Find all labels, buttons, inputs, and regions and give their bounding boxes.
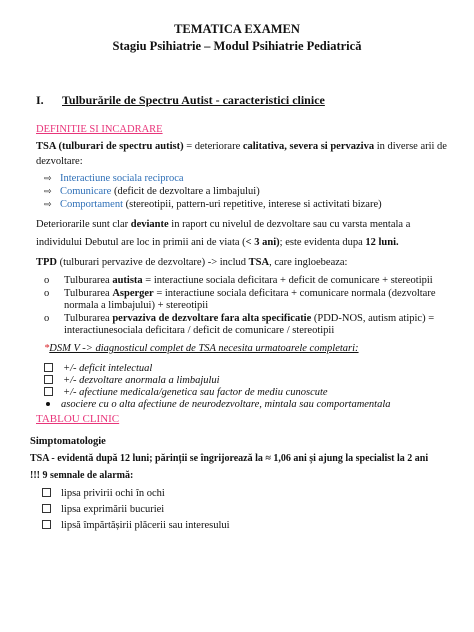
circle-bullet-icon: o <box>44 288 50 299</box>
text: +/- deficit intelectual <box>63 363 153 374</box>
tpd-line <box>36 257 347 268</box>
text: ; este evidenta dupa <box>279 237 366 248</box>
text: individului Debutul are loc in primii ani de viata ( <box>36 237 246 248</box>
text-bold: 12 luni. <box>365 237 399 248</box>
area-item <box>44 173 184 184</box>
text: (PDD-NOS, autism atipic) = <box>311 313 435 324</box>
checkbox-icon <box>42 520 51 529</box>
text-bold: deviante <box>130 219 169 230</box>
text-bold: TSA <box>248 257 270 268</box>
text-bold: < 3 ani) <box>245 237 280 248</box>
tsa-def-qualifiers: calitativa, severa si pervaziva <box>242 141 375 152</box>
tpd-item <box>44 288 436 299</box>
area-label: Comunicare <box>60 186 112 197</box>
simptomatologie-title: Simptomatologie <box>30 436 106 447</box>
section-title: Tulburările de Spectru Autist - caracteristici clinice <box>62 93 325 107</box>
text-bold: autista <box>112 275 143 286</box>
checkbox-icon <box>44 363 53 372</box>
document-subtitle: Stagiu Psihiatrie – Modul Psihiatrie Pediatrică <box>112 39 362 53</box>
arrow-right-icon: ⇨ <box>44 187 52 197</box>
circle-bullet-icon: o <box>44 313 50 324</box>
section-number: I. <box>36 93 44 107</box>
tsa-def-text: = deteriorare <box>183 141 243 152</box>
area-label: Interactiune sociala reciproca <box>60 173 184 184</box>
text: lipsă împărtășirii plăcerii sau interesului <box>61 520 230 531</box>
tpd-item <box>44 275 433 286</box>
text: Tulburarea <box>64 313 113 324</box>
arrow-right-icon: ⇨ <box>44 200 52 210</box>
arrow-right-icon: ⇨ <box>44 174 52 184</box>
text: +/- afectiune medicala/genetica sau factor de mediu cunoscute <box>63 387 328 398</box>
text: in raport cu nivelul de dezvoltare sau cu varsta mentala a <box>168 219 411 230</box>
text: (tulburari pervazive de dezvoltare) -> includ <box>57 257 249 268</box>
text: asociere cu o alta afectiune de neurodezvoltare, mintala sau comportamentala <box>61 399 391 410</box>
tpd-item-line2: normala a limbajului) + stereotipii <box>64 300 209 311</box>
text: Deteriorarile sunt clar <box>36 219 131 230</box>
dsm-item <box>44 375 220 386</box>
document-title: TEMATICA EXAMEN <box>174 22 300 36</box>
checkbox-icon <box>42 504 51 513</box>
text-bold: Asperger <box>112 288 154 299</box>
circle-bullet-icon: o <box>44 275 50 286</box>
tpd-item-line2: interactiunesociala deficitara / deficit de comunicare / stereotipii <box>64 325 335 336</box>
text: lipsa exprimării bucuriei <box>61 504 165 515</box>
text: , care ingloebeaza: <box>269 257 348 268</box>
tsa-definition-line2: dezvoltare: <box>36 156 83 167</box>
deteriorare-line2 <box>36 237 399 248</box>
alarm-item <box>42 488 165 499</box>
alarm-item <box>42 504 164 515</box>
dsm-text: DSM V -> diagnosticul complet de TSA necesita urmatoarele completari: <box>49 343 359 354</box>
checkbox-icon <box>44 375 53 384</box>
text: Tulburarea <box>64 288 113 299</box>
text: +/- dezvoltare anormala a limbajului <box>63 375 220 386</box>
tsa-term: TSA (tulburari de spectru autist) <box>36 141 184 152</box>
dsm-note <box>44 343 359 354</box>
checkbox-icon <box>42 488 51 497</box>
text-bold: pervaziva de dezvoltare fara alta specificatie <box>112 313 312 324</box>
asterisk: * <box>44 343 50 354</box>
alarm-item <box>42 520 230 531</box>
area-item <box>44 199 382 210</box>
text: = interactiune sociala deficitara + deficit de comunicare + stereotipii <box>142 275 433 286</box>
area-rest: (stereotipii, pattern-uri repetitive, interese si activitati bizare) <box>123 199 382 210</box>
bullet-dot-icon <box>46 402 50 406</box>
area-label: Comportament <box>60 199 123 210</box>
tpd-term: TPD <box>36 257 57 268</box>
tsa-onset-line: TSA - evidentă după 12 luni; părinții se îngrijorează la ≈ 1,06 ani și ajung la specialist la 2 ani <box>30 453 429 464</box>
definitie-heading: DEFINITIE SI INCADRARE <box>36 124 163 135</box>
dsm-item <box>44 387 328 398</box>
tablou-heading: TABLOU CLINIC <box>36 413 120 425</box>
alarm-signals-title: !!! 9 semnale de alarmă: <box>30 470 134 481</box>
deteriorare-line1 <box>36 219 410 230</box>
dsm-item <box>44 399 391 410</box>
dsm-item <box>44 363 152 374</box>
tsa-def-end: in diverse arii de <box>374 141 447 152</box>
area-item <box>44 186 260 197</box>
checkbox-icon <box>44 387 53 396</box>
tpd-item <box>44 313 434 324</box>
area-rest: (deficit de dezvoltare a limbajului) <box>111 186 260 197</box>
text: lipsa privirii ochi în ochi <box>61 488 165 499</box>
tsa-definition-line1 <box>36 141 447 152</box>
text: Tulburarea <box>64 275 113 286</box>
text: = interactiune sociala deficitara + comunicare normala (dezvoltare <box>153 288 436 299</box>
